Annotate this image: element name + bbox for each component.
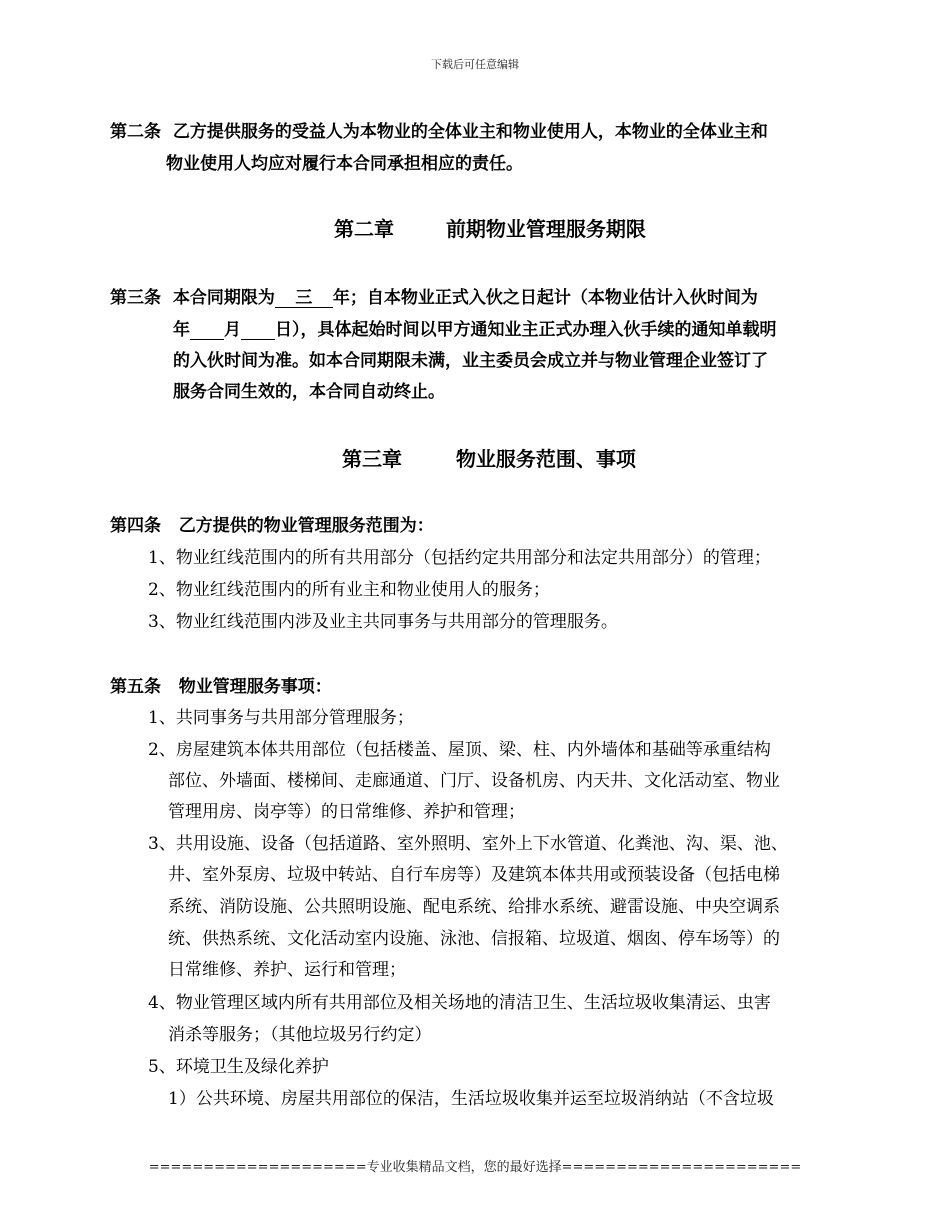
chapter-3-title: 物业服务范围、事项 <box>455 447 636 471</box>
chapter-2-title: 前期物业管理服务期限 <box>445 217 646 241</box>
move-in-month-blank <box>190 321 224 340</box>
article-3-line-2: 年 月 日），具体起始时间以甲方通知业主正式办理入伙手续的通知单载明 <box>173 320 777 340</box>
article-4-title: 乙方提供的物业管理服务范围为： <box>178 516 434 536</box>
article-3-label: 第三条 <box>110 288 161 308</box>
page-header: 下载后可任意编辑 <box>431 58 519 71</box>
article-5-title-line <box>110 676 332 698</box>
page-footer: ====================专业收集精品文档，您的最好选择====================== <box>148 1160 802 1175</box>
article-5-item-3-line: 井、室外泵房、垃圾中转站、自行车房等）及建筑本体共用或预装设备（包括电梯 <box>168 865 780 885</box>
article-3-line-1: 第三条 本合同期限为 三 年；自本物业正式入伙之日起计（本物业估计入伙时间为 <box>110 288 758 308</box>
article-5-item-3-line: 日常维修、养护、运行和管理； <box>168 960 406 980</box>
article-4-label: 第四条 <box>110 516 161 536</box>
article-2-line-2: 物业使用人均应对履行本合同承担相应的责任。 <box>166 154 523 174</box>
article-4-item: 2、物业红线范围内的所有业主和物业使用人的服务； <box>148 580 550 600</box>
chapter-2-heading <box>334 217 646 241</box>
chapter-3-heading <box>342 447 636 471</box>
article-5-item-2-line: 管理用房、岗亭等）的日常维修、养护和管理； <box>168 802 525 822</box>
article-5-item-4-line: 4、物业管理区域内所有共用部位及相关场地的清洁卫生、生活垃圾收集清运、虫害 <box>148 993 771 1013</box>
article-2-text-1: 乙方提供服务的受益人为本物业的全体业主和物业使用人，本物业的全体业主和 <box>172 122 768 142</box>
chapter-3-number: 第三章 <box>342 447 402 471</box>
article-3-line-3: 的入伙时间为准。如本合同期限未满，业主委员会成立并与物业管理企业签订了 <box>173 351 768 371</box>
move-in-day-blank <box>241 321 275 340</box>
article-5-title: 物业管理服务事项： <box>178 677 332 697</box>
article-4-item: 1、物业红线范围内的所有共用部分（包括约定共用部分和法定共用部分）的管理； <box>148 548 771 568</box>
article-5-item-5-sub-1: 1）公共环境、房屋共用部位的保洁，生活垃圾收集并运至垃圾消纳站（不含垃圾 <box>168 1089 774 1109</box>
article-5-item-2-line: 部位、外墙面、楼梯间、走廊通道、门厅、设备机房、内天井、文化活动室、物业 <box>168 771 780 791</box>
article-5-item-4-line: 消杀等服务；（其他垃圾另行约定） <box>168 1025 432 1045</box>
article-2-line-1 <box>110 121 768 143</box>
article-5-item-3-line: 3、共用设施、设备（包括道路、室外照明、室外上下水管道、化粪池、沟、渠、池、 <box>148 834 788 854</box>
article-5-item-3-line: 系统、消防设施、公共照明设施、配电系统、给排水系统、避雷设施、中央空调系 <box>168 897 780 917</box>
article-2-label: 第二条 <box>110 122 161 142</box>
article-5-item-5: 5、环境卫生及绿化养护 <box>148 1057 329 1077</box>
article-5-item-2-line: 2、房屋建筑本体共用部位（包括楼盖、屋顶、梁、柱、内外墙体和基础等承重结构 <box>148 740 771 760</box>
contract-term-value: 三 <box>275 289 333 308</box>
article-5-label: 第五条 <box>110 677 161 697</box>
chapter-2-number: 第二章 <box>334 217 394 241</box>
article-4-item: 3、物业红线范围内涉及业主共同事务与共用部分的管理服务。 <box>148 612 618 632</box>
article-4-title-line <box>110 515 434 537</box>
article-5-item-3-line: 统、供热系统、文化活动室内设施、泳池、信报箱、垃圾道、烟囱、停车场等）的 <box>168 929 780 949</box>
article-3-line-4: 服务合同生效的，本合同自动终止。 <box>173 382 445 402</box>
article-5-item-1: 1、共同事务与共用部分管理服务； <box>148 708 414 728</box>
